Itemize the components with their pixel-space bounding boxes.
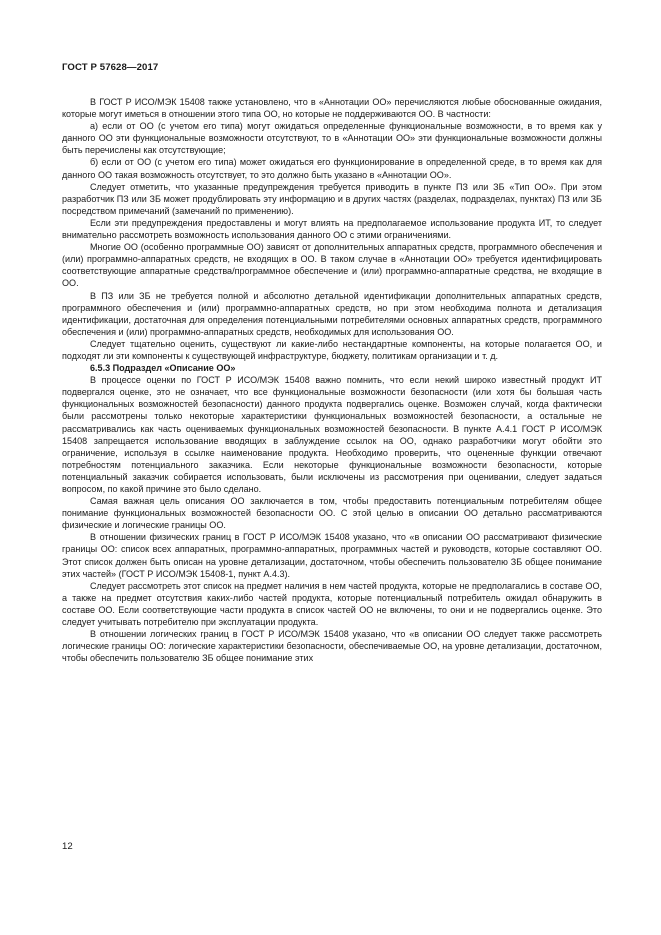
paragraph: В ГОСТ Р ИСО/МЭК 15408 также установлено, что в «Аннотации ОО» перечисляются любые обоснованные ожидания, которые могут иметься в отношении этого типа ОО, но которые не поддерживаются ОО. В частности: [62, 97, 602, 120]
paragraph: В отношении физических границ в ГОСТ Р ИСО/МЭК 15408 указано, что «в описании ОО рассматривают физические границы ОО: список всех аппаратных, программно-аппаратных, программных частей и руководств, которые составляют ОО. Этот список должен быть описан на уровне детализации, достаточном, чтобы обеспечить пользователю ЗБ общее понимание этих частей» (ГОСТ Р ИСО/МЭК 15408-1, пункт А.4.3). [62, 532, 602, 579]
paragraph: Многие ОО (особенно программные ОО) зависят от дополнительных аппаратных средств, программного обеспечения и (или) программно-аппаратных средств, не входящих в ОО. В таком случае в «Аннотации ОО» требуется идентифицировать соответствующие аппаратные средства/программное обеспечение и (или) программно-аппаратные средства, не входящие в ОО. [62, 242, 602, 289]
paragraph: В процессе оценки по ГОСТ Р ИСО/МЭК 15408 важно помнить, что если некий широко известный продукт ИТ подвергался оценке, это не означает, что все функциональные возможности безопасности (или хотя бы большая часть функциональных возможностей безопасности) данного продукта подвергались оценке. Возможен случай, когда фактически были рассмотрены только некоторые характеристики функциональных возможностей безопасности, а остальные не рассматривались как часть оцениваемых функциональных возможностей безопасности. В пункте А.4.1 ГОСТ Р ИСО/МЭК 15408 запрещается использование вводящих в заблуждение ссылок на ОО, однако разработчики могут обойти это ограничение, используя в ссылке наименование продукта. Необходимо проверить, что оцененные функции отвечают потребностям потенциального заказчика. Если некоторые функциональные возможности безопасности, которые потенциальный заказчик собирается использовать, были исключены из рассмотрения при оценивании, следует задаться вопросом, по какой причине это было сделано. [62, 375, 602, 494]
paragraph: Если эти предупреждения предоставлены и могут влиять на предполагаемое использование продукта ИТ, то следует внимательно рассмотреть возможность использования данного ОО с этими ограничениями. [62, 217, 602, 241]
paragraph: Следует рассмотреть этот список на предмет наличия в нем частей продукта, которые не предполагались в составе ОО, а также на предмет отсутствия каких-либо частей продукта, которые потенциальный потребитель ожидал обнаружить в составе ОО. Если соответствующие части продукта в список частей ОО не включены, то они и не подвергались оценке. Это следует учитывать потребителю при эксплуатации продукта. [62, 580, 602, 628]
section-heading: 6.5.3 Подраздел «Описание ОО» [90, 363, 236, 374]
list-item-a: а) если от ОО (с учетом его типа) могут ожидаться определенные функциональные возможности, в то время как у данного ОО эти функциональные возможности отсутствуют, то в «Аннотации ОО» эти функциональные возможности должны быть перечислены как отсутствующие; [62, 121, 602, 156]
document-body [62, 96, 602, 664]
paragraph: В отношении логических границ в ГОСТ Р ИСО/МЭК 15408 указано, что «в описании ОО следует также рассмотреть логические границы ОО: логические характеристики безопасности, обеспечиваемые ОО, на уровне детализации, достаточном, чтобы обеспечить пользователю ЗБ общее понимание этих [62, 629, 602, 664]
paragraph: Следует тщательно оценить, существуют ли какие-либо нестандартные компоненты, на которые полагается ОО, и подходят ли эти компоненты к существующей инфраструктуре, бюджету, политикам организации и т. д. [62, 338, 602, 361]
page-number: 12 [62, 841, 73, 852]
document-header: ГОСТ Р 57628—2017 [62, 62, 159, 73]
paragraph: В ПЗ или ЗБ не требуется полной и абсолютно детальной идентификации дополнительных аппаратных средств, программного обеспечения и (или) программно-аппаратных средств, но при этом необходима полнота и детализация идентификации, достаточная для определения потенциальными потребителями основных аппаратных средств, программного обеспечения и (или) программно-аппаратных средств, необходимых для использования ОО. [62, 290, 602, 337]
paragraph: Следует отметить, что указанные предупреждения требуется приводить в пункте ПЗ или ЗБ «Тип ОО». При этом разработчик ПЗ или ЗБ может продублировать эту информацию и в других частях (разделах, подразделах, пунктах) ПЗ или ЗБ посредством примечаний (замечаний по применению). [62, 181, 602, 216]
paragraph: Самая важная цель описания ОО заключается в том, чтобы предоставить потенциальным потребителям общее понимание функциональных возможностей безопасности ОО. С этой целью в описании ОО детально рассматриваются физические и логические границы ОО. [62, 496, 602, 531]
list-item-b: б) если от ОО (с учетом его типа) может ожидаться его функционирование в определенной среде, в то время как для данного ОО такая возможность отсутствует, то это должно быть указано в «Аннотации ОО». [62, 157, 602, 180]
